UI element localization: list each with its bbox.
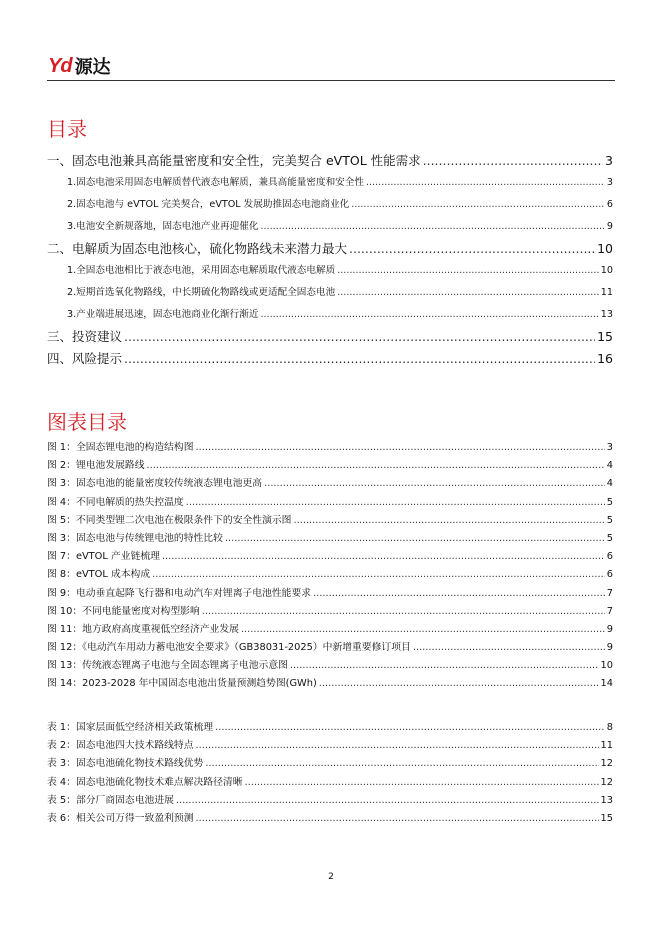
- dot-leader: [245, 774, 599, 792]
- toc-entry[interactable]: [47, 494, 613, 512]
- entry-page-number: 13: [600, 794, 613, 806]
- dot-leader: [349, 238, 595, 260]
- entry-page-number: 9: [606, 623, 613, 635]
- dot-leader: [147, 457, 605, 475]
- entry-title: 2.短期首选氧化物路线，中长期硫化物路线或更适配全固态电池: [67, 287, 336, 298]
- logo-mark: Yd: [48, 54, 72, 77]
- toc-entry[interactable]: [47, 457, 613, 475]
- entry-page-number: 11: [600, 740, 613, 752]
- entry-title: 2.固态电池与 eVTOL 完美契合，eVTOL 发展助推固态电池商业化: [67, 199, 350, 210]
- figure-list-title: 图表目录: [47, 410, 127, 434]
- dot-leader: [124, 348, 595, 370]
- entry-title: 图 9：电动垂直起降飞行器和电动汽车对锂离子电池性能要求: [47, 587, 312, 599]
- toc-entry[interactable]: [47, 774, 613, 792]
- entry-title: 二、电解质为固态电池核心，硫化物路线未来潜力最大: [47, 241, 348, 256]
- page-number: 2: [328, 872, 334, 882]
- dot-leader: [260, 304, 598, 326]
- entry-title: 图 8：eVTOL 成本构成: [47, 569, 151, 581]
- dot-leader: [176, 792, 599, 810]
- toc-entry[interactable]: [47, 326, 613, 348]
- toc-entry[interactable]: [47, 675, 613, 693]
- entry-title: 表 5：部分厂商固态电池进展: [47, 794, 174, 806]
- entry-page-number: 10: [600, 660, 613, 672]
- toc-entry[interactable]: [47, 657, 613, 675]
- entry-page-number: 3: [606, 442, 613, 453]
- toc-entry[interactable]: [47, 585, 613, 603]
- figure-list: [47, 439, 613, 694]
- entry-title: 表 1：国家层面低空经济相关政策梳理: [47, 722, 214, 733]
- entry-title: 表 2：固态电池四大技术路线特点: [47, 740, 194, 752]
- toc-title: 目录: [47, 117, 87, 141]
- entry-page-number: 8: [606, 722, 613, 733]
- dot-leader: [225, 530, 605, 548]
- entry-title: 图 11：地方政府高度重视低空经济产业发展: [47, 623, 239, 635]
- dot-leader: [241, 621, 605, 639]
- dot-leader: [196, 439, 605, 457]
- dot-leader: [260, 216, 604, 238]
- dot-leader: [337, 282, 599, 304]
- dot-leader: [152, 566, 605, 584]
- entry-page-number: 4: [606, 478, 613, 490]
- entry-page-number: 6: [606, 569, 613, 581]
- toc-entry[interactable]: [47, 216, 613, 238]
- toc-entry[interactable]: [47, 304, 613, 326]
- toc-entry[interactable]: [47, 439, 613, 457]
- entry-title: 图 12：《电动汽车用动力蓄电池安全要求》（GB38031-2025）中新增重要修订项目: [47, 642, 411, 654]
- entry-page-number: 6: [606, 199, 613, 210]
- entry-page-number: 3: [605, 153, 613, 168]
- entry-page-number: 12: [600, 776, 613, 788]
- toc-entry[interactable]: [47, 737, 613, 755]
- toc-entry[interactable]: [47, 621, 613, 639]
- toc-entry[interactable]: [47, 810, 613, 828]
- toc-entry[interactable]: [47, 194, 613, 216]
- toc-entry[interactable]: [47, 639, 613, 657]
- dot-leader: [264, 475, 605, 493]
- header-divider: [47, 80, 615, 81]
- entry-title: 图 1：全固态锂电池的构造结构图: [47, 442, 194, 453]
- entry-page-number: 7: [606, 605, 613, 617]
- entry-page-number: 16: [597, 351, 613, 366]
- toc-entry[interactable]: [47, 172, 613, 194]
- toc-entry[interactable]: [47, 238, 613, 260]
- toc-entry[interactable]: [47, 348, 613, 370]
- dot-leader: [215, 719, 605, 737]
- toc-entry[interactable]: [47, 719, 613, 737]
- dot-leader: [413, 639, 605, 657]
- toc-entry[interactable]: [47, 755, 613, 773]
- toc-entry[interactable]: [47, 282, 613, 304]
- dot-leader: [196, 737, 599, 755]
- entry-page-number: 10: [597, 241, 613, 256]
- dot-leader: [290, 657, 599, 675]
- dot-leader: [196, 810, 599, 828]
- toc-entry[interactable]: [47, 475, 613, 493]
- table-of-contents: [47, 150, 613, 370]
- toc-entry[interactable]: [47, 548, 613, 566]
- entry-page-number: 9: [606, 642, 613, 654]
- entry-page-number: 5: [606, 496, 613, 508]
- toc-entry[interactable]: [47, 150, 613, 172]
- entry-title: 一、固态电池兼具高能量密度和安全性，完美契合 eVTOL 性能需求: [47, 153, 421, 168]
- entry-page-number: 11: [600, 287, 613, 298]
- company-logo: [48, 53, 111, 79]
- entry-page-number: 7: [606, 587, 613, 599]
- entry-page-number: 9: [606, 221, 613, 232]
- entry-page-number: 6: [606, 551, 613, 563]
- entry-title: 图 5：不同类型锂二次电池在极限条件下的安全性演示图: [47, 514, 292, 526]
- toc-entry[interactable]: [47, 530, 613, 548]
- toc-entry[interactable]: [47, 603, 613, 621]
- entry-title: 图 3：固态电池与传统锂电池的特性比较: [47, 532, 223, 544]
- dot-leader: [186, 494, 605, 512]
- entry-title: 图 7：eVTOL 产业链梳理: [47, 551, 160, 563]
- entry-page-number: 3: [606, 177, 613, 188]
- dot-leader: [205, 755, 598, 773]
- entry-title: 图 10：不同电能量密度对构型影响: [47, 605, 200, 617]
- entry-page-number: 15: [600, 812, 613, 824]
- toc-entry[interactable]: [47, 792, 613, 810]
- dot-leader: [313, 585, 605, 603]
- dot-leader: [293, 512, 604, 530]
- table-list: [47, 719, 613, 828]
- toc-entry[interactable]: [47, 512, 613, 530]
- entry-title: 图 14：2023-2028 年中国固态电池出货量预测趋势图(GWh): [47, 678, 317, 690]
- entry-title: 3.产业端进展迅速，固态电池商业化渐行渐近: [67, 309, 259, 320]
- entry-title: 1.固态电池采用固态电解质替代液态电解质，兼具高能量密度和安全性: [67, 177, 364, 188]
- entry-page-number: 5: [606, 514, 613, 526]
- dot-leader: [366, 172, 605, 194]
- entry-page-number: 12: [600, 758, 613, 770]
- entry-title: 表 6：相关公司万得一致盈利预测: [47, 812, 194, 824]
- dot-leader: [162, 548, 605, 566]
- toc-entry[interactable]: [47, 566, 613, 584]
- entry-title: 3.电池安全新规落地，固态电池产业再迎催化: [67, 221, 259, 232]
- entry-page-number: 15: [597, 329, 613, 344]
- dot-leader: [202, 603, 605, 621]
- entry-page-number: 10: [600, 265, 613, 276]
- entry-title: 三、投资建议: [47, 329, 123, 344]
- entry-title: 四、风险提示: [47, 351, 123, 366]
- dot-leader: [124, 326, 595, 348]
- entry-title: 图 3：固态电池的能量密度较传统液态锂电池更高: [47, 478, 263, 490]
- logo-text: 源达: [74, 57, 111, 78]
- dot-leader: [319, 675, 599, 693]
- toc-entry[interactable]: [47, 260, 613, 282]
- entry-page-number: 14: [600, 678, 613, 690]
- dot-leader: [337, 260, 599, 282]
- entry-title: 表 3：固态电池硫化物技术路线优势: [47, 758, 204, 770]
- dot-leader: [423, 150, 603, 172]
- entry-title: 表 4：固态电池硫化物技术难点解决路径清晰: [47, 776, 243, 788]
- entry-title: 图 2：锂电池发展路线: [47, 460, 145, 472]
- entry-page-number: 4: [606, 460, 613, 472]
- entry-page-number: 13: [600, 309, 613, 320]
- entry-page-number: 5: [606, 532, 613, 544]
- entry-title: 图 4：不同电解质的热失控温度: [47, 496, 184, 508]
- entry-title: 1.全固态电池相比于液态电池，采用固态电解质取代液态电解质: [67, 265, 336, 276]
- dot-leader: [351, 194, 605, 216]
- entry-title: 图 13：传统液态锂离子电池与全固态锂离子电池示意图: [47, 660, 288, 672]
